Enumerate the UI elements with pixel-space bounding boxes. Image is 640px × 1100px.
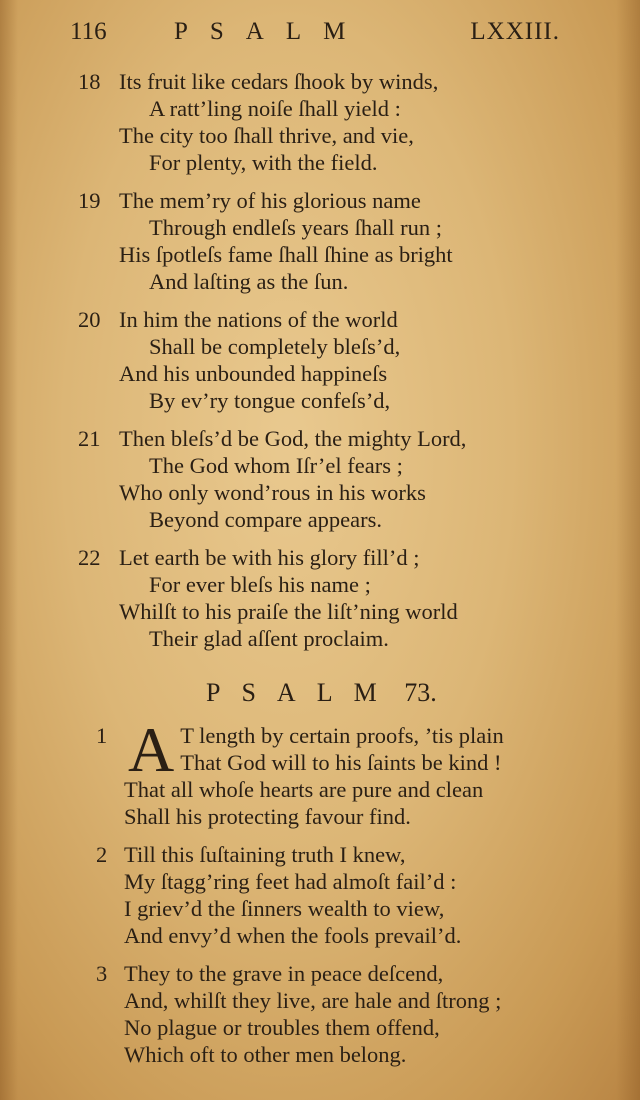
verse-line: No plague or troubles them offend, [124,1015,440,1040]
verse-line: Till this ſuſtaining truth I knew, [124,842,406,867]
verse-line: T length by certain proofs, ’tis plain [180,723,504,748]
page-edge-shadow [616,0,640,1100]
verse-line: Then bleſs’d be God, the mighty Lord, [119,426,467,451]
verse-line: The mem’ry of his glorious name [119,188,421,213]
stanza [96,841,596,949]
psalm-heading [206,678,437,708]
verse-line: Shall his protecting favour find. [124,804,411,829]
verse-line: Whilſt to his praiſe the liſt’ning world [119,599,458,624]
psalm-73-verses [96,714,596,1079]
stanza [78,425,578,533]
verse-line: In him the nations of the world [119,307,398,332]
verse-line: For ever bleſs his name ; [149,572,371,597]
verse-line: Its fruit like cedars ſhook by winds, [119,69,439,94]
psalm-72-verses [78,68,578,663]
verse-line: The city too ſhall thrive, and vie, [119,123,414,148]
verse-line: They to the grave in peace deſcend, [124,961,444,986]
stanza [96,714,596,830]
stanza-number: 22 [78,545,101,570]
page-edge-shadow [0,0,18,1100]
stanza [78,544,578,652]
verse-line: Which oft to other men belong. [124,1042,407,1067]
verse-line: A ratt’ling noiſe ſhall yield : [149,96,401,121]
stanza-number: 3 [96,961,108,986]
verse-line: And his unbounded happineſs [119,361,388,386]
stanza-number: 19 [78,188,101,213]
verse-line: Their glad aſſent proclaim. [149,626,389,651]
verse-line: Who only wond’rous in his works [119,480,426,505]
running-title: PSALM [174,18,368,45]
verse-line: Shall be completely bleſs’d, [149,334,401,359]
page-number: 116 [70,18,107,45]
verse-line: For plenty, with the field. [149,150,378,175]
verse-line: By ev’ry tongue confeſs’d, [149,388,391,413]
running-header [70,18,560,48]
drop-cap: A [128,714,175,785]
stanza [78,187,578,295]
verse-line: I griev’d the ſinners wealth to view, [124,896,445,921]
verse-line: The God whom Iſr’el fears ; [149,453,403,478]
verse-line: Through endleſs years ſhall run ; [149,215,443,240]
stanza [96,960,596,1068]
stanza [78,68,578,176]
verse-line: His ſpotleſs fame ſhall ſhine as bright [119,242,453,267]
psalm-heading-word: PSALM [206,678,398,707]
running-psalm-number: LXXIII. [470,18,560,45]
stanza-number: 1 [96,723,108,748]
verse-line: My ſtagg’ring feet had almoſt fail’d : [124,869,457,894]
verse-line: That God will to his ſaints be kind ! [180,750,502,775]
verse-line: And envy’d when the fools prevail’d. [124,923,462,948]
verse-line: That all whoſe hearts are pure and clean [124,777,484,802]
stanza-number: 2 [96,842,108,867]
stanza [78,306,578,414]
verse-line: Let earth be with his glory fill’d ; [119,545,420,570]
stanza-number: 18 [78,69,101,94]
stanza-number: 21 [78,426,101,451]
verse-line: And laſting as the ſun. [149,269,349,294]
verse-line: And, whilſt they live, are hale and ſtrong ; [124,988,502,1013]
verse-line: Beyond compare appears. [149,507,383,532]
psalm-heading-number: 73. [404,678,437,707]
stanza-number: 20 [78,307,101,332]
